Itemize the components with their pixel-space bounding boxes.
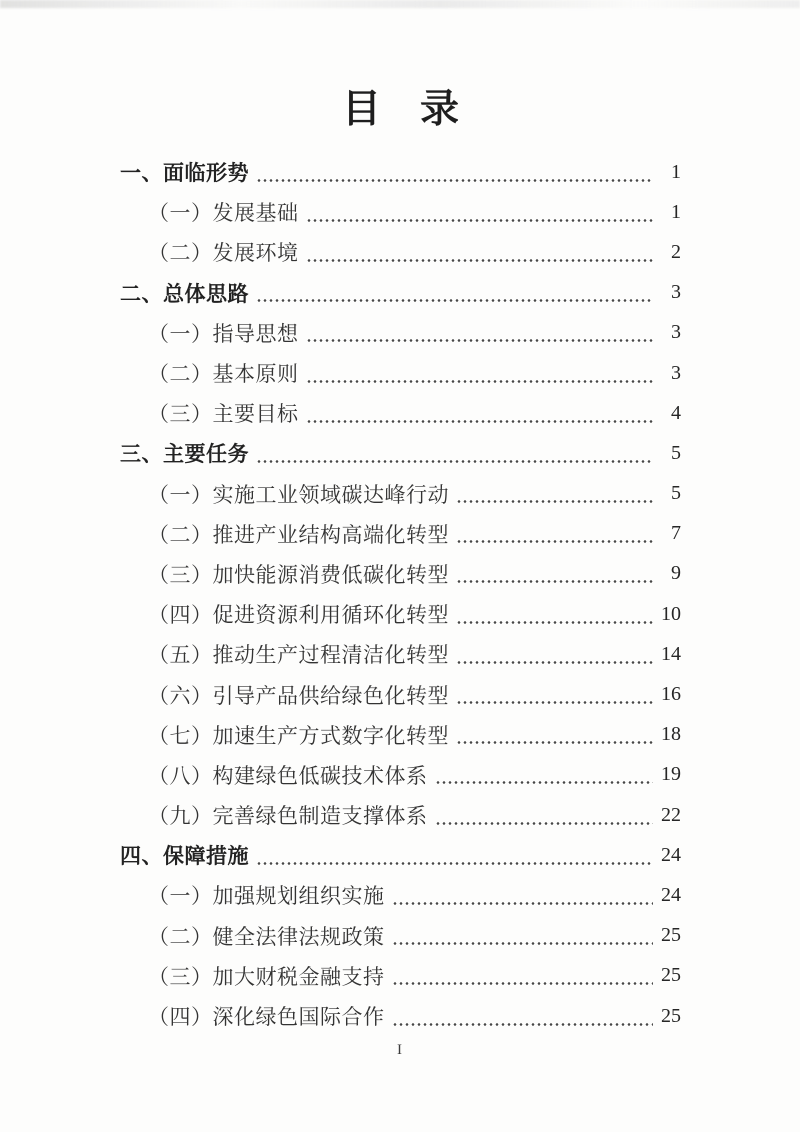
toc-entry (120, 916, 681, 956)
toc-entry-label: （六）引导产品供给绿色化转型 (148, 683, 449, 708)
toc-entry-label: （二）推进产业结构高端化转型 (148, 522, 449, 547)
dot-leader (256, 460, 653, 463)
toc-entry-label: （三）加大财税金融支持 (148, 964, 385, 989)
dot-leader (256, 299, 653, 302)
toc-entry (120, 594, 681, 634)
dot-leader (306, 219, 654, 222)
toc-entry (120, 433, 681, 473)
toc-entry (120, 474, 681, 514)
dot-leader (456, 540, 653, 543)
toc-entry-page: 18 (661, 723, 681, 746)
toc-entry-label: （二）健全法律法规政策 (148, 924, 385, 949)
toc-entry (120, 996, 681, 1036)
toc-entry-label: （四）深化绿色国际合作 (148, 1005, 385, 1030)
page-title: 目 录 (341, 88, 459, 131)
toc-entry-page: 24 (661, 883, 681, 906)
toc-entry-page: 5 (671, 441, 681, 464)
toc-entry-page: 10 (661, 602, 681, 625)
toc-entry-page: 19 (661, 763, 681, 786)
toc-entry-page: 24 (661, 843, 681, 866)
toc-entry-label: （一）实施工业领域碳达峰行动 (148, 482, 449, 507)
toc-entry-label: （九）完善绿色制造支撑体系 (148, 804, 428, 829)
toc-entry (120, 152, 681, 192)
toc-entry-page: 25 (661, 1004, 681, 1027)
dot-leader (435, 822, 654, 825)
dot-leader (256, 862, 653, 865)
scan-artifact (0, 0, 800, 8)
toc-list (120, 152, 681, 1036)
dot-leader (392, 902, 654, 905)
toc-entry-page: 4 (671, 401, 681, 424)
toc-entry (120, 353, 681, 393)
dot-leader (456, 741, 653, 744)
toc-entry (120, 393, 681, 433)
toc-entry (120, 795, 681, 835)
dot-leader (456, 661, 653, 664)
dot-leader (456, 500, 653, 503)
toc-entry-label: 一、面临形势 (120, 162, 249, 186)
toc-entry-page: 5 (671, 482, 681, 505)
toc-entry-label: （五）推动生产过程清洁化转型 (148, 643, 449, 668)
footer-page-number: I (397, 1042, 403, 1058)
toc-entry (120, 313, 681, 353)
toc-entry (120, 674, 681, 714)
toc-entry-label: 三、主要任务 (120, 443, 249, 467)
toc-entry-page: 1 (671, 160, 681, 183)
dot-leader (392, 1023, 654, 1026)
toc-entry-label: （七）加速生产方式数字化转型 (148, 723, 449, 748)
toc-entry-page: 3 (671, 281, 681, 304)
toc-entry-label: （一）加强规划组织实施 (148, 884, 385, 909)
toc-entry-label: 四、保障措施 (120, 845, 249, 869)
dot-leader (456, 621, 653, 624)
toc-entry (120, 835, 681, 875)
toc-entry-page: 2 (671, 240, 681, 263)
toc-entry-label: （二）基本原则 (148, 362, 299, 387)
dot-leader (456, 580, 653, 583)
toc-entry-label: （一）指导思想 (148, 321, 299, 346)
dot-leader (306, 420, 654, 423)
toc-entry-page: 7 (671, 522, 681, 545)
toc-entry (120, 715, 681, 755)
toc-entry (120, 634, 681, 674)
toc-entry-page: 1 (671, 200, 681, 223)
dot-leader (256, 179, 653, 182)
toc-entry-label: （八）构建绿色低碳技术体系 (148, 763, 428, 788)
dot-leader (306, 380, 654, 383)
toc-entry (120, 514, 681, 554)
dot-leader (435, 781, 654, 784)
toc-entry-label: （四）促进资源利用循环化转型 (148, 603, 449, 628)
toc-entry-label: （三）主要目标 (148, 402, 299, 427)
toc-entry-page: 3 (671, 361, 681, 384)
toc-entry-page: 3 (671, 321, 681, 344)
toc-entry-label: （三）加快能源消费低碳化转型 (148, 562, 449, 587)
toc-entry-page: 25 (661, 964, 681, 987)
toc-entry-page: 22 (661, 803, 681, 826)
toc-entry (120, 232, 681, 272)
toc-entry (120, 755, 681, 795)
toc-entry (120, 192, 681, 232)
toc-entry-page: 16 (661, 683, 681, 706)
toc-entry-page: 14 (661, 642, 681, 665)
dot-leader (306, 259, 654, 262)
toc-entry-label: 二、总体思路 (120, 282, 249, 306)
toc-entry (120, 273, 681, 313)
dot-leader (392, 942, 654, 945)
toc-entry (120, 875, 681, 915)
dot-leader (306, 339, 654, 342)
dot-leader (456, 701, 653, 704)
toc-entry-label: （一）发展基础 (148, 201, 299, 226)
dot-leader (392, 982, 654, 985)
toc-entry-label: （二）发展环境 (148, 241, 299, 266)
toc-entry (120, 554, 681, 594)
toc-entry (120, 956, 681, 996)
toc-entry-page: 25 (661, 924, 681, 947)
toc-entry-page: 9 (671, 562, 681, 585)
